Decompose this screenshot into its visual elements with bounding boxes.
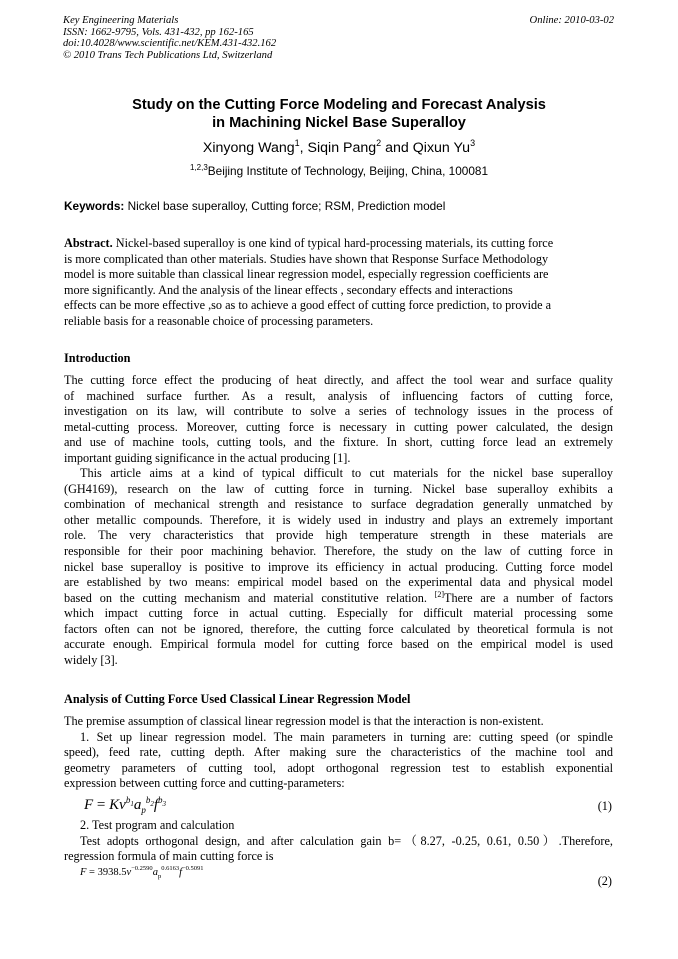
analysis-body [64, 714, 613, 792]
body-line: which impact cutting force in actual cutting. Especially for difficult material processing some [64, 606, 613, 621]
abstract-line: more significantly. And the analysis of the linear effects , secondary effects and interactions [64, 282, 513, 297]
affiliation-marks: 1,2,3 [189, 163, 208, 172]
eq-exp-b3 [158, 795, 166, 808]
body-line: (GH4169), research on the law of cutting force in turning. Nickel base superalloy exhibits a [64, 481, 613, 496]
title-line-1: Study on the Cutting Force Modeling and Forecast Analysis [132, 97, 546, 113]
body-line: are established by two means: empirical model based on the experimental data and physical model [64, 575, 613, 590]
eq-exp-f: −0.5091 [181, 865, 204, 872]
eq-lhs: F [80, 867, 87, 878]
abstract-line: effects can be more effective ,so as to achieve a good effect of cutting force prediction, to provide a [64, 298, 552, 313]
body-line: of machined surface further. As a result, analysis of influencing factors of cutting force, [64, 388, 613, 403]
body-line: other metallic compounds. Therefore, it is widely used in industry and plays an extremely important [64, 512, 613, 527]
equation-1-number: (1) [597, 799, 612, 813]
body-line: This article aims at a kind of typical difficult to cut materials for the nickel base superalloy [80, 466, 613, 481]
keywords-label: Keywords: [64, 199, 125, 213]
abstract [64, 236, 612, 330]
equation-2-number: (2) [597, 874, 612, 888]
body-line: important guiding significance in the actual producing [1]. [64, 450, 351, 465]
body-line: combination of mechanical strength and resistance to surface degradation generally unmatched by [64, 497, 613, 512]
eq-rhs-const: = 3938.5 [86, 867, 127, 878]
eq-sub-p: p [157, 873, 162, 881]
doi-line: doi:10.4028/www.scientific.net/KEM.431-432.162 [63, 38, 277, 49]
body-line: 2. Test program and calculation [80, 818, 235, 832]
affiliation-text: Beijing Institute of Technology, Beijing, China, 100081 [207, 164, 489, 178]
body-line: Test adopts orthogonal design, and after calculation gain b=（8.27, -0.25, 0.61, 0.50）.Therefore, [80, 833, 613, 848]
body-line: metal-cutting process. Moreover, cutting force is necessary in cutting power calculated, the design [64, 419, 613, 434]
eq-var-a: a [133, 797, 142, 813]
body-line: expression between cutting force and cutting-parameters: [64, 776, 345, 791]
body-line: geometry parameters of cutting tool, adopt orthogonal regression test to establish exponential [64, 760, 613, 775]
body-text: There are a number of factors [444, 590, 613, 605]
body-line: accurate enough. Empirical formula model for cutting force based on the empirical model is used [64, 637, 613, 652]
body-line [64, 591, 613, 607]
author-1-mark: 1 [294, 138, 300, 148]
author-separator: and [381, 140, 413, 156]
author-1: Xinyong Wang [202, 140, 295, 156]
abstract-text: Nickel-based superalloy is one kind of typical hard-processing materials, its cutting force [112, 236, 554, 250]
body-line: 1. Set up linear regression model. The main parameters in turning are: cutting speed (or spindle [80, 729, 613, 744]
eq-exp-index: 3 [162, 799, 166, 808]
affiliation [0, 164, 678, 179]
abstract-label: Abstract. [64, 236, 113, 250]
eq-exp-a: 0.6163 [161, 865, 180, 872]
eq-exp-v: −0.2590 [131, 865, 153, 872]
introduction-body [64, 373, 613, 668]
journal-header [63, 15, 483, 61]
eq-exp: b [145, 795, 151, 805]
body-line: investigation on its law, will contribute to solve a series of technology issues in the process of [64, 404, 613, 419]
abstract-line: model is more suitable than classical linear regression model, especially regression coefficients are [64, 267, 549, 282]
author-list [0, 139, 678, 157]
author-3-mark: 3 [470, 138, 476, 148]
eq-exp: b [158, 795, 163, 805]
section-heading-analysis: Analysis of Cutting Force Used Classical Linear Regression Model [64, 692, 411, 706]
body-line: nickel base superalloy is positive to improve its efficiency in actual producing. Cutting force model [64, 559, 613, 574]
equation-1 [84, 796, 166, 814]
eq-const: K [109, 797, 120, 813]
eq-lhs: F [84, 797, 94, 813]
abstract-line [64, 236, 612, 252]
eq-exp-b2 [145, 795, 154, 808]
body-line: and use of machine tools, cutting tools, and the fixture. In short, cutting force lead an extremely [64, 435, 613, 450]
author-2-mark: 2 [376, 138, 382, 148]
equation-2 [80, 866, 204, 880]
body-line: factors often can not be ignored, therefore, the cutting force calculated by theoretical formula is not [64, 621, 613, 636]
author-separator: , [299, 140, 308, 156]
eq-sub-p: p [141, 805, 146, 815]
body-text: based on the cutting mechanism and material constitutive relation. [64, 590, 435, 605]
eq-exp-index: 2 [150, 799, 154, 808]
body-line: role. The very characteristics that provide high temperature strength in these materials are [64, 528, 613, 543]
abstract-line: reliable basis for a reasonable choice of processing parameters. [64, 313, 374, 328]
online-date: Online: 2010-03-02 [529, 15, 614, 26]
section-heading-introduction: Introduction [64, 351, 131, 365]
body-line: The premise assumption of classical linear regression model is that the interaction is non-existent. [64, 714, 544, 728]
abstract-line: is more complicated than other materials. Studies have shown that Response Surface Methodology [64, 251, 549, 266]
citation-ref: [2] [434, 590, 445, 599]
copyright-line: © 2010 Trans Tech Publications Ltd, Switzerland [63, 49, 273, 61]
eq-equals: = [93, 797, 110, 813]
eq-var-f: f [153, 797, 158, 813]
paper-title [0, 96, 678, 132]
body-line: widely [3]. [64, 652, 118, 667]
eq-var-a: a [152, 867, 158, 878]
author-2: Siqin Pang [307, 140, 377, 156]
keywords [64, 199, 624, 214]
eq-var-v: v [119, 797, 126, 813]
eq-exp-b1 [125, 795, 134, 808]
eq-exp-index: 1 [130, 799, 134, 808]
body-line: The cutting force effect the producing of heat directly, and affect the tool wear and surface quality [64, 373, 613, 387]
journal-name: Key Engineering Materials [63, 15, 179, 26]
body-line: speed), feed rate, cutting depth. After making sure the characteristics of the machine tool and [64, 745, 613, 760]
eq-var-v: v [126, 867, 132, 878]
eq-var-f: f [179, 867, 182, 878]
body-line: regression formula of main cutting force is [64, 849, 274, 864]
issn-line: ISSN: 1662-9795, Vols. 431-432, pp 162-165 [63, 26, 254, 38]
keywords-text: Nickel base superalloy, Cutting force; RSM, Prediction model [124, 199, 446, 213]
title-line-2: in Machining Nickel Base Superalloy [212, 115, 466, 131]
eq-exp: b [125, 795, 131, 805]
author-3: Qixun Yu [412, 140, 471, 156]
body-line: responsible for their poor machining behavior. Therefore, the study on the law of cutting force in [64, 544, 613, 559]
analysis-body-2 [64, 818, 613, 865]
